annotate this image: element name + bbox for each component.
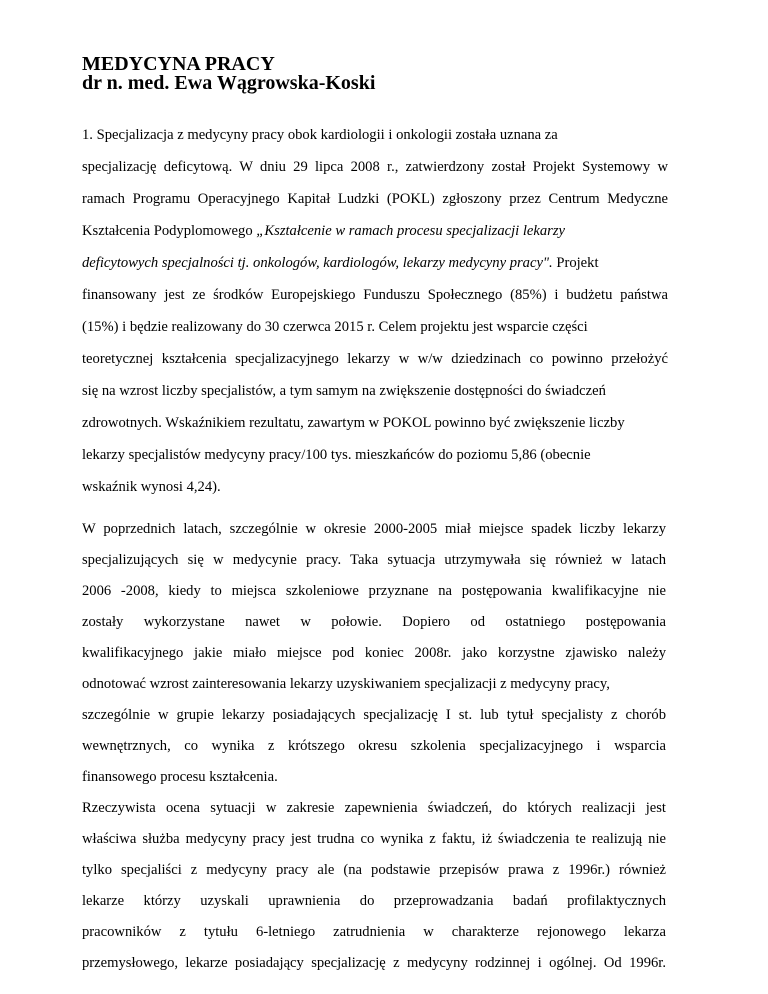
p1-line: wskaźnik wynosi 4,24). — [82, 479, 221, 495]
p1-line: zdrowotnych. Wskaźnikiem rezultatu, zawartym w POKOL powinno być zwiększenie liczby — [82, 415, 625, 431]
p2-line: W poprzednich latach, szczególnie w okresie 2000-2005 miał miejsce spadek liczby lekarzy — [82, 521, 666, 537]
p3-line: tylko specjaliści z medycyny pracy ale (na podstawie przepisów prawa z 1996r.) również — [82, 862, 666, 878]
p2-line: odnotować wzrost zainteresowania lekarzy uzyskiwaniem specjalizacji z medycyny pracy, — [82, 676, 610, 692]
p2-line: szczególnie w grupie lekarzy posiadających specjalizację I st. lub tytuł specjalisty z chorób — [82, 707, 666, 723]
p1-line: się na wzrost liczby specjalistów, a tym samym na zwiększenie dostępności do świadczeń — [82, 383, 606, 399]
p2-line: kwalifikacyjnego jakie miało miejsce pod koniec 2008r. jako korzystne zjawisko należy — [82, 645, 666, 661]
p2-line: wewnętrznych, co wynika z krótszego okresu szkolenia specjalizacyjnego i wsparcia — [82, 738, 666, 754]
p1-line: finansowany jest ze środków Europejskiego Funduszu Społecznego (85%) i budżetu państwa — [82, 287, 668, 303]
p2-line: finansowego procesu kształcenia. — [82, 769, 278, 785]
p1-line — [82, 255, 599, 272]
page-title: MEDYCYNA PRACY — [82, 53, 275, 75]
p2-line: 2006 -2008, kiedy to miejsca szkoleniowe przyznane na postępowania kwalifikacyjne nie — [82, 583, 666, 599]
p3-line: przemysłowego, lekarze posiadający specjalizację z medycyny rodzinnej i ogólnej. Od 1996r. — [82, 955, 666, 971]
p1-text: Projekt — [556, 255, 599, 271]
p3-line: pracowników z tytułu 6-letniego zatrudnienia w charakterze rejonowego lekarza — [82, 924, 666, 940]
p1-line: ramach Programu Operacyjnego Kapitał Ludzki (POKL) zgłoszony przez Centrum Medyczne — [82, 191, 668, 207]
project-title-start: „Kształcenie w ramach procesu specjalizacji lekarzy — [256, 223, 566, 239]
document-heading — [82, 55, 375, 93]
p1-text: Kształcenia Podyplomowego — [82, 223, 253, 239]
author-line: dr n. med. Ewa Wągrowska-Koski — [82, 72, 376, 94]
p1-line: specjalizację deficytową. W dniu 29 lipca 2008 r., zatwierdzony został Projekt Systemowy w — [82, 159, 668, 175]
p2-line: specjalizujących się w medycynie pracy. Taka sytuacja utrzymywała się również w latach — [82, 552, 666, 568]
p3-line: właściwa służba medycyny pracy jest trudna co wynika z faktu, iż świadczenia te realizują nie — [82, 831, 666, 847]
p2-line: zostały wykorzystane nawet w połowie. Dopiero od ostatniego postępowania — [82, 614, 666, 630]
p1-line: (15%) i będzie realizowany do 30 czerwca 2015 r. Celem projektu jest wsparcie części — [82, 319, 588, 335]
p1-line: 1. Specjalizacja z medycyny pracy obok kardiologii i onkologii została uznana za — [82, 127, 558, 143]
project-title-end: deficytowych specjalności tj. onkologów, kardiologów, lekarzy medycyny pracy". — [82, 255, 553, 271]
p1-line — [82, 223, 565, 240]
p3-line: Rzeczywista ocena sytuacji w zakresie zapewnienia świadczeń, do których realizacji jest — [82, 800, 666, 816]
p1-line: teoretycznej kształcenia specjalizacyjnego lekarzy w w/w dziedzinach co powinno przełożyć — [82, 351, 668, 367]
p3-line: lekarze którzy uzyskali uprawnienia do przeprowadzania badań profilaktycznych — [82, 893, 666, 909]
p1-line: lekarzy specjalistów medycyny pracy/100 tys. mieszkańców do poziomu 5,86 (obecnie — [82, 447, 591, 463]
